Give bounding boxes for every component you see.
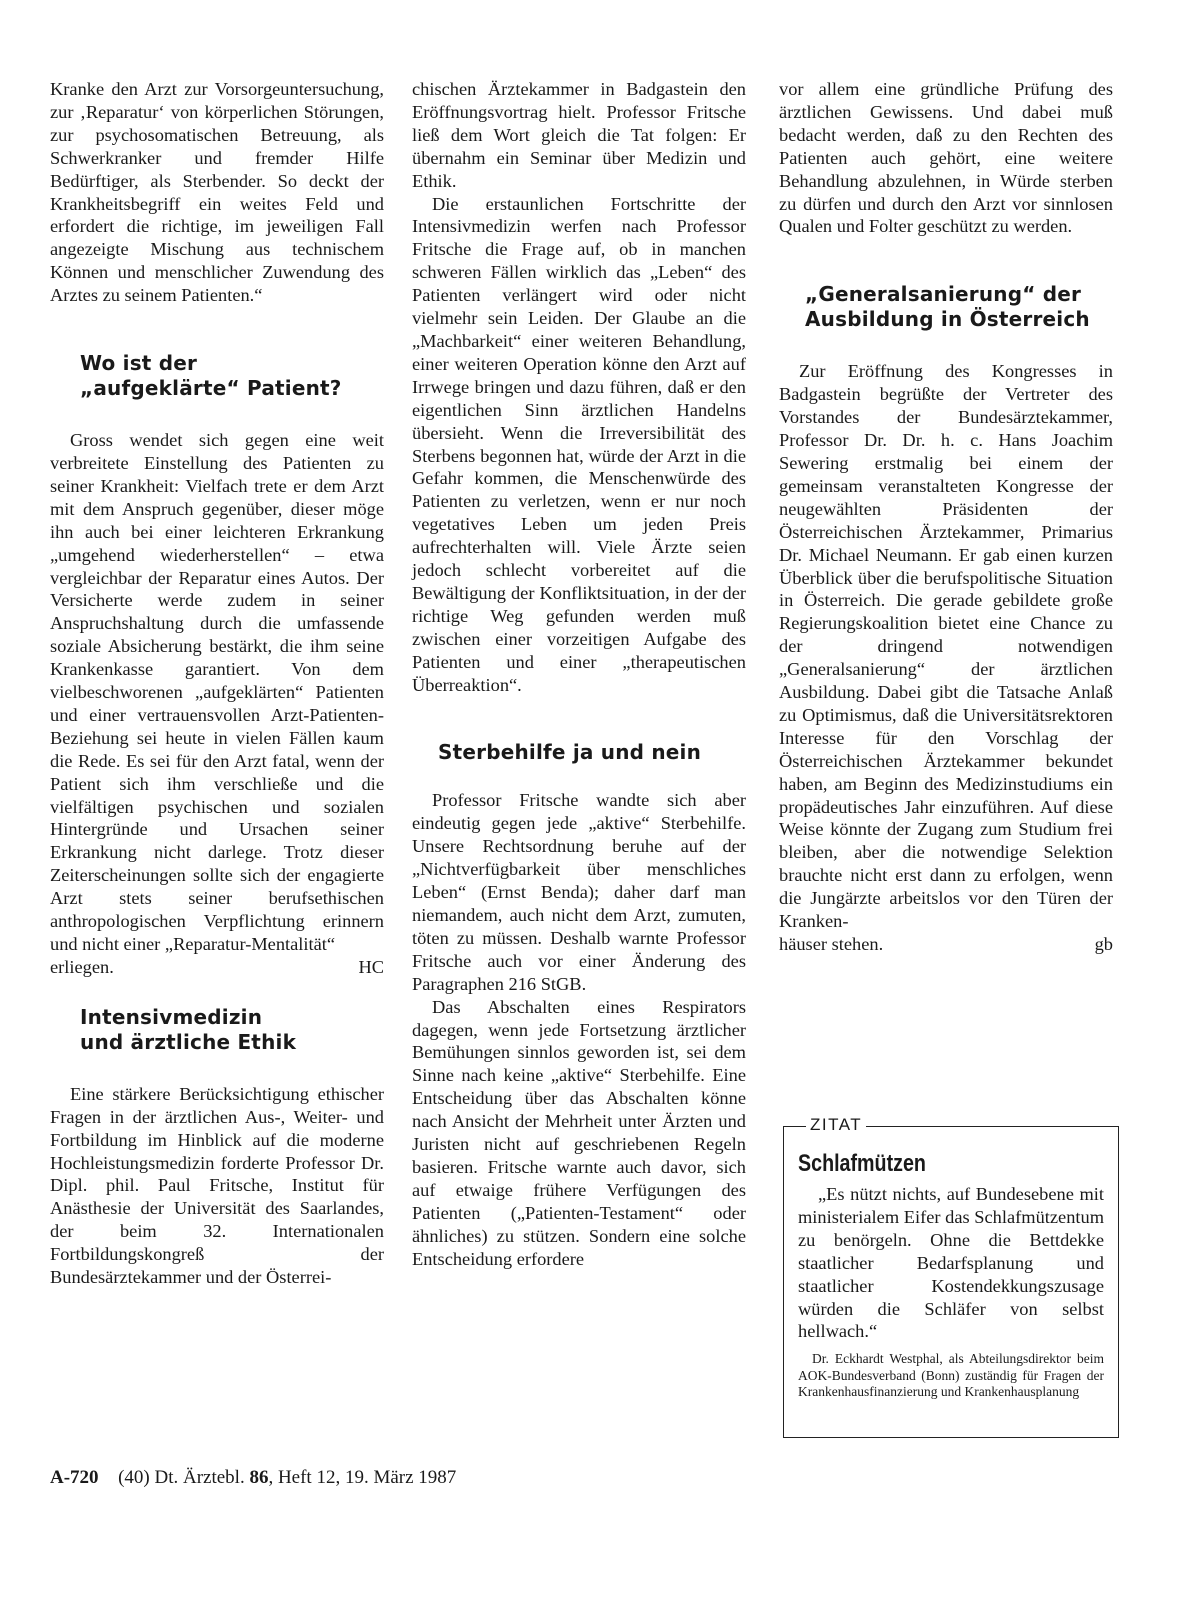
paragraph-badgastein: chischen Ärztekammer in Badgastein den Eröffnungsvortrag hielt. Professor Fritsche ließ dem Wort gleich die Tat folgen: Er übernahm ein Seminar über Medizin und Ethik. (412, 79, 746, 191)
author-signature: HC (358, 956, 384, 977)
quote-text: „Es nützt nichts, auf Bundesebene mit ministerialem Eifer das Schlafmützentum zu benörgeln. Ohne die Bettdekke staatlicher Bedarfsplanung und staatlicher Kostendekkungszusage würden die Schläfer von selbst hellwach.“ (798, 1184, 1104, 1342)
quote-source: Dr. Eckhardt Westphal, als Abteilungsdirektor beim AOK-Bundesverband (Bonn) zuständig für Fragen der Krankenhausfinanzierung und Krankenhausplanung (798, 1351, 1104, 1400)
column-2 (412, 78, 746, 1271)
heading-intensivmedizin: Intensivmedizin und ärztliche Ethik (80, 1004, 297, 1054)
column-3 (779, 78, 1113, 956)
paragraph-fritsche-intro: Eine stärkere Berücksichtigung ethischer Fragen in der ärztlichen Aus-, Weiter- und Fortbildung im Hinblick auf die moderne Hochleistungsmedizin forderte Professor Dr. Dipl. phil. Paul Fritsche, Institut für Anästhesie der Universität des Saarlandes, der beim 32. Internationalen Fortbildungskongreß der Bundesärztekammer und der Österrei- (50, 1083, 384, 1288)
quote-title: Schlafmützen (798, 1150, 926, 1177)
heading-generalsanierung: „Generalsanierung“ der Ausbildung in Österreich (805, 282, 1090, 332)
page-footer (50, 1467, 456, 1489)
paragraph-kongress: Zur Eröffnung des Kongresses in Badgastein begrüßte der Vertreter des Vorstandes der Bundesärztekammer, Professor Dr. Dr. h. c. Hans Joachim Sewering erstmalig bei einem der gemeinsam veranstalteten Kongresse der neugewählten Präsidenten der Österreichischen Ärztekammer, Primarius Dr. Michael Neumann. Er gab einen kurzen Überblick über die berufspolitische Situation in Österreich. Die gerade gebildete große Regierungskoalition bietet eine Chance zu der dringend notwendigen „Generalsanierung“ der ärztlichen Ausbildung. Dabei gibt die Tatsache Anlaß zu Optimismus, daß die Universitätsrektoren Interesse für den Vorschlag der Österreichischen Ärztekammer bekundet haben, am Beginn des Medizinstudiums ein propädeutisches Jahr einzuführen. Auf diese Weise könnte der Zugang zum Studium frei bleiben, aber die notwendige Selektion brauchte nicht erst dann zu erfolgen, wenn die Jungärzte arbeitslos vor den Türen der Kranken- (779, 361, 1113, 932)
paragraph-intensivmedizin: Die erstaunlichen Fortschritte der Intensivmedizin werfen nach Professor Fritsche die Frage auf, ob in manchen schweren Fällen wirklich das „Leben“ des Patienten verlängert wird oder nicht vielmehr sein Leiden. Der Glaube an die „Machbarkeit“ einer weiteren Behandlung, einer weiteren Operation könne den Arzt auf Irrwege bringen und dazu führen, daß er den eigentlichen Sinn ärztlichen Handelns übersieht. Wenn die Irreversibilität des Sterbens begonnen hat, würde der Arzt in die Gefahr kommen, die Menschenwürde des Patienten zu verletzen, wenn er nur noch vegetatives Leben um jeden Preis aufrechterhalten will. Viele Ärzte seien jedoch schlecht vorbereitet auf die Bewältigung der Konfliktsituation, in der der richtige Weg gefunden werden muß zwischen einer vorzeitigen Aufgabe des Patienten und einer „therapeutischen Überreaktion“. (412, 193, 746, 695)
author-signature: gb (1094, 934, 1113, 954)
page-number: A-720 (50, 1467, 99, 1488)
issue-info: , Heft 12, 19. März 1987 (268, 1467, 457, 1488)
heading-aufgeklaerte-patient: Wo ist der „aufgeklärte“ Patient? (80, 351, 342, 401)
quote-label: ZITAT (806, 1115, 866, 1135)
column-1 (50, 78, 384, 1289)
paragraph-gross: Gross wendet sich gegen eine weit verbreitete Einstellung des Patienten zu seiner Krankheit: Vielfach trete er dem Arzt mit dem Anspruch gegenüber, dieser möge ihn auch bei einer leichteren Erkrankung „umgehend wiederherstellen“ – etwa vergleichbar der Reparatur eines Autos. Der Versicherte werde zudem in seiner Anspruchshaltung durch die umfassende soziale Absicherung bestärkt, die ihm seine Krankenkasse garantiert. Von dem vielbeschworenen „aufgeklärten“ Patienten und einer vertrauensvollen Arzt-Patienten-Beziehung sei heute in vielen Fällen kaum die Rede. Es sei für den Arzt fatal, wenn der Patient sich ihm verschließe und die vielfältigen psychischen und sozialen Hintergründe und Ursachen seiner Erkrankung nicht darlege. Trotz dieser Zeiterscheinungen sollte sich der engagierte Arzt stets seiner berufsethischen anthropologischen Verpflichtung erinnern und nicht einer „Reparatur-Mentalität“ (50, 430, 384, 954)
paragraph-gross-end: erliegen. HC (50, 956, 384, 977)
paragraph-gewissen: vor allem eine gründliche Prüfung des ärztlichen Gewissens. Und dabei muß bedacht werden, daß zu den Rechten des Patienten auch gehört, eine weitere Behandlung abzulehnen, in Würde sterben zu dürfen und durch den Arzt vor sinnlosen Qualen und Folter geschützt zu werden. (779, 79, 1113, 237)
issue-prefix: (40) Dt. Ärztebl. (118, 1467, 245, 1488)
paragraph-kongress-end: häuser stehen. gb (779, 934, 1113, 954)
volume-number: 86 (249, 1467, 269, 1488)
heading-sterbehilfe: Sterbehilfe ja und nein (438, 740, 702, 765)
quote-box (783, 1115, 1119, 1438)
paragraph-respirator: Das Abschalten eines Respirators dagegen, wenn jede Fortsetzung ärztlicher Bemühungen sinnlos geworden ist, sei dem Sinne nach keine „aktive“ Sterbehilfe. Eine Entscheidung über das Abschalten könne nach Ansicht der Mehrheit unter Ärzten und Juristen nicht auf geschriebenen Regeln basieren. Fritsche warnte auch davor, sich auf etwaige frühere Verfügungen des Patienten („Patienten-Testament“ oder ähnliches) zu stützen. Sondern eine solche Entscheidung erfordere (412, 996, 746, 1269)
intro-paragraph: Kranke den Arzt zur Vorsorgeuntersuchung, zur ‚Reparatur‘ von körperlichen Störungen, zur psychosomatischen Betreuung, als Schwerkranker und fremder Hilfe Bedürftiger, als Sterbender. So deckt der Krankheitsbegriff ein weites Feld und erfordert die richtige, im jeweiligen Fall angezeigte Mischung aus technischem Können und menschlicher Zuwendung des Arztes zu seinem Patienten.“ (50, 79, 384, 306)
paragraph-sterbehilfe: Professor Fritsche wandte sich aber eindeutig gegen jede „aktive“ Sterbehilfe. Unsere Rechtsordnung beruhe auf der „Nichtverfügbarkeit über menschliches Leben“ (Ernst Benda); daher darf man niemandem, auch nicht dem Arzt, zumuten, töten zu müssen. Deshalb warnte Professor Fritsche auch vor einer Änderung des Paragraphen 216 StGB. (412, 790, 746, 994)
